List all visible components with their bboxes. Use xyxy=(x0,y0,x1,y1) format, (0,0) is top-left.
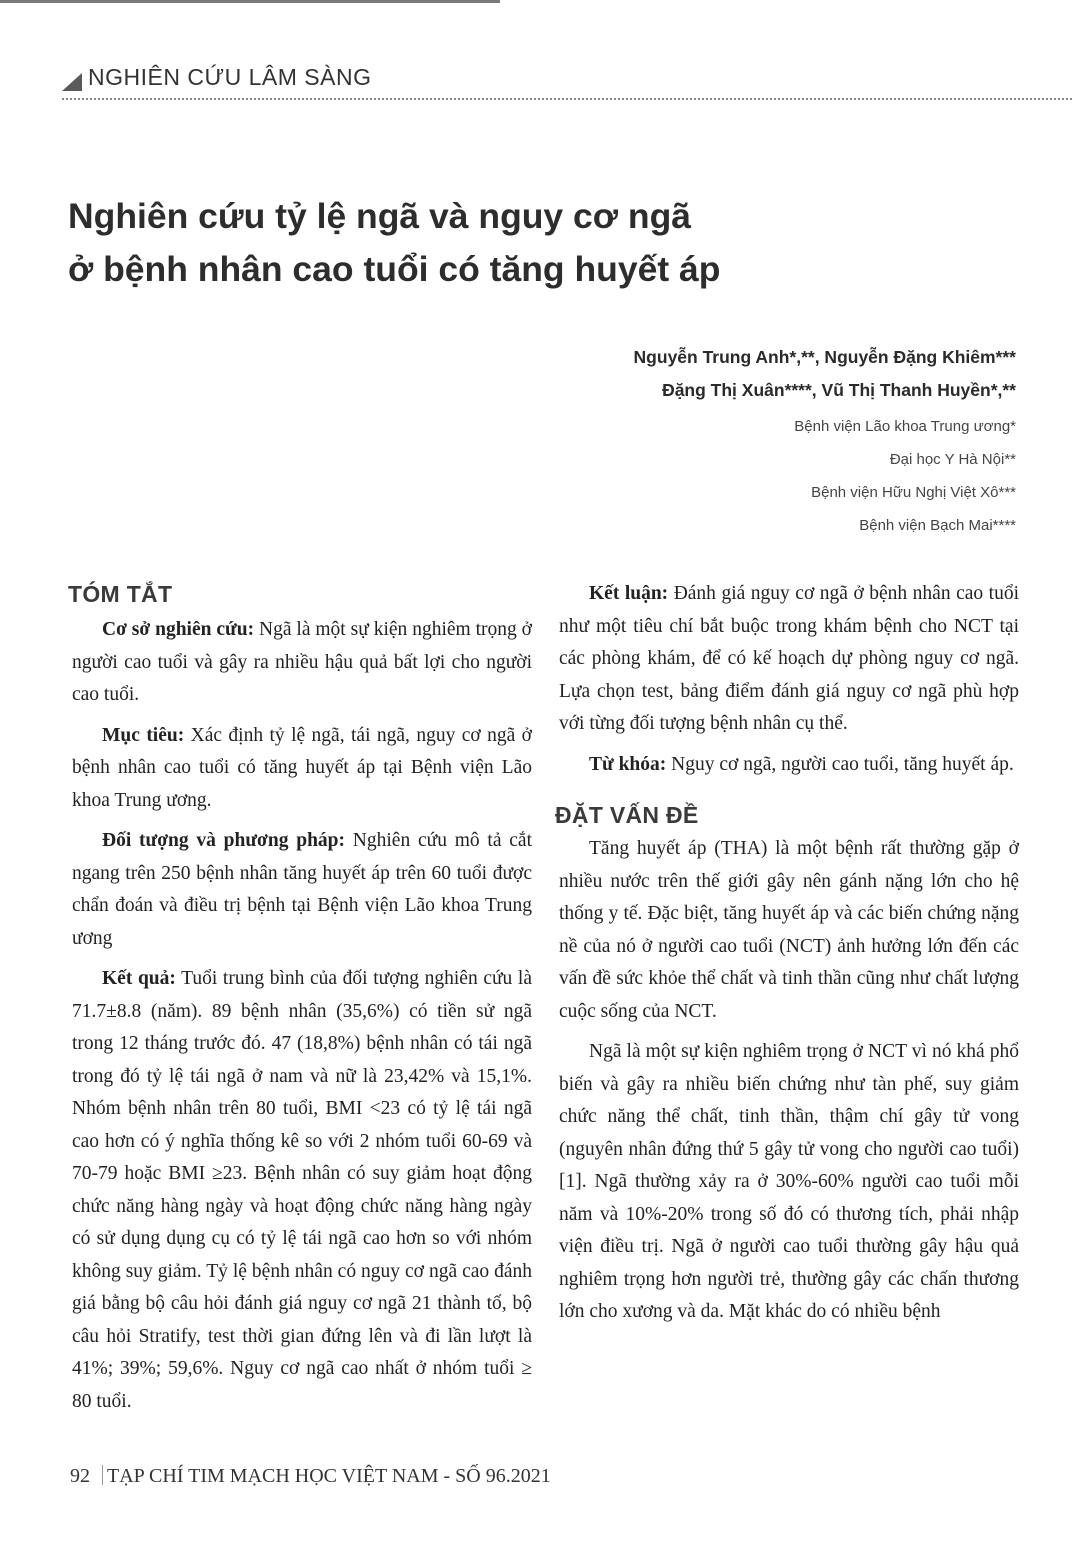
top-rule xyxy=(0,0,500,3)
affiliation: Bệnh viện Lão khoa Trung ương* xyxy=(794,418,1016,435)
abstract-conclusion: Kết luận: Đánh giá nguy cơ ngã ở bệnh nhân cao tuổi như một tiêu chí bắt buộc trong khám bệnh cho NCT tại các phòng khám, để có kế hoạch dự phòng nguy cơ ngã. Lựa chọn test, bảng điểm đánh giá nguy cơ ngã phù hợp với từng đối tượng bệnh nhân cụ thể. xyxy=(559,583,1020,734)
results-label: Kết quả: xyxy=(102,968,176,989)
triangle-icon xyxy=(62,73,82,91)
article-title xyxy=(68,190,968,296)
abstract-results: Kết quả: Tuổi trung bình của đối tượng nghiên cứu là 71.7±8.8 (năm). 89 bệnh nhân (35,6%) có tiền sử ngã trong 12 tháng trước đó. 47 (18,8%) bệnh nhân có tái ngã trong đó tỷ lệ tái ngã ở nam và nữ là 23,42% và 15,1%. Nhóm bệnh nhân trên 80 tuổi, BMI <23 có tỷ lệ tái ngã cao hơn có ý nghĩa thống kê so với 2 nhóm tuổi 60-69 và 70-79 hoặc BMI ≥23. Bệnh nhân có suy giảm hoạt động chức năng hàng ngày và hoạt động chức năng hàng ngày có sử dụng dụng cụ có tỷ lệ tái ngã cao hơn so với nhóm không suy giảm. Tỷ lệ bệnh nhân có nguy cơ ngã cao đánh giá bằng bộ câu hỏi đánh giá nguy cơ ngã 21 thành tố, bộ câu hỏi Stratify, test thời gian đứng lên và đi lần lượt là 41%; 39%; 59,6%. Nguy cơ ngã cao nhất ở nhóm tuổi ≥ 80 tuổi. xyxy=(72,968,532,1412)
affiliation: Đại học Y Hà Nội** xyxy=(889,451,1016,468)
abstract-background: Cơ sở nghiên cứu: Ngã là một sự kiện nghiêm trọng ở người cao tuổi và gây ra nhiều hậu quả bất lợi cho người cao tuổi. xyxy=(72,619,532,705)
authors xyxy=(634,341,1016,407)
abstract-methods: Đối tượng và phương pháp: Nghiên cứu mô tả cắt ngang trên 250 bệnh nhân tăng huyết áp trên 60 tuổi được chẩn đoán và điều trị bệnh tại Bệnh viện Lão khoa Trung ương xyxy=(72,830,532,949)
affiliation: Bệnh viện Bạch Mai**** xyxy=(859,517,1016,534)
section-label: NGHIÊN CỨU LÂM SÀNG xyxy=(88,64,372,90)
page-footer xyxy=(70,1465,551,1488)
footer-divider xyxy=(102,1465,103,1485)
affiliations xyxy=(794,410,1016,542)
journal-name: TẠP CHÍ TIM MẠCH HỌC VIỆT NAM - SỐ 96.2021 xyxy=(107,1465,551,1487)
abstract-objective: Mục tiêu: Xác định tỷ lệ ngã, tái ngã, nguy cơ ngã ở bệnh nhân cao tuổi có tăng huyết áp tại Bệnh viện Lão khoa Trung ương. xyxy=(72,724,532,811)
left-column xyxy=(68,578,532,1426)
affiliation: Bệnh viện Hữu Nghị Việt Xô*** xyxy=(811,484,1016,501)
background-label: Cơ sở nghiên cứu: xyxy=(102,619,255,640)
title-line-1: Nghiên cứu tỷ lệ ngã và nguy cơ ngã xyxy=(68,196,692,236)
abstract-heading: TÓM TẮT xyxy=(68,581,173,607)
authors-line-1: Nguyễn Trung Anh*,**, Nguyễn Đặng Khiêm*** xyxy=(633,347,1016,367)
abstract-keywords: Từ khóa: Nguy cơ ngã, người cao tuổi, tăng huyết áp. xyxy=(589,753,1014,775)
introduction-paragraph: Tăng huyết áp (THA) là một bệnh rất thường gặp ở nhiều nước trên thế giới gây nên gánh nặng lớn cho hệ thống y tế. Đặc biệt, tăng huyết áp và các biến chứng nặng nề của nó ở người cao tuổi (NCT) ảnh hưởng lớn đến các vấn đề sức khỏe thể chất và tinh thần cũng như chất lượng cuộc sống của NCT. xyxy=(559,838,1019,1022)
introduction-heading: ĐẶT VẤN ĐỀ xyxy=(555,802,699,828)
right-column xyxy=(555,578,1020,1337)
objective-label: Mục tiêu: xyxy=(102,724,185,746)
authors-line-2: Đặng Thị Xuân****, Vũ Thị Thanh Huyền*,** xyxy=(662,380,1016,400)
keywords-label: Từ khóa: xyxy=(589,753,667,775)
page-number: 92 xyxy=(70,1465,90,1487)
section-header xyxy=(62,62,1072,100)
title-line-2: ở bệnh nhân cao tuổi có tăng huyết áp xyxy=(68,249,721,289)
introduction-paragraph: Ngã là một sự kiện nghiêm trọng ở NCT vì nó khá phổ biến và gây ra nhiều biến chứng như tàn phế, suy giảm chức năng thể chất, tinh thần, thậm chí gây tử vong (nguyên nhân đứng thứ 5 gây tử vong cho người cao tuổi) [1]. Ngã thường xảy ra ở 30%-60% người cao tuổi mỗi năm và 10%-20% trong số đó có thương tích, phải nhập viện điều trị. Ngã ở người cao tuổi thường gây hậu quả nghiêm trọng hơn người trẻ, thường gây các chấn thương lớn cho xương và da. Mặt khác do có nhiều bệnh xyxy=(559,1041,1019,1322)
methods-label: Đối tượng và phương pháp: xyxy=(102,830,346,851)
conclusion-label: Kết luận: xyxy=(589,583,669,604)
